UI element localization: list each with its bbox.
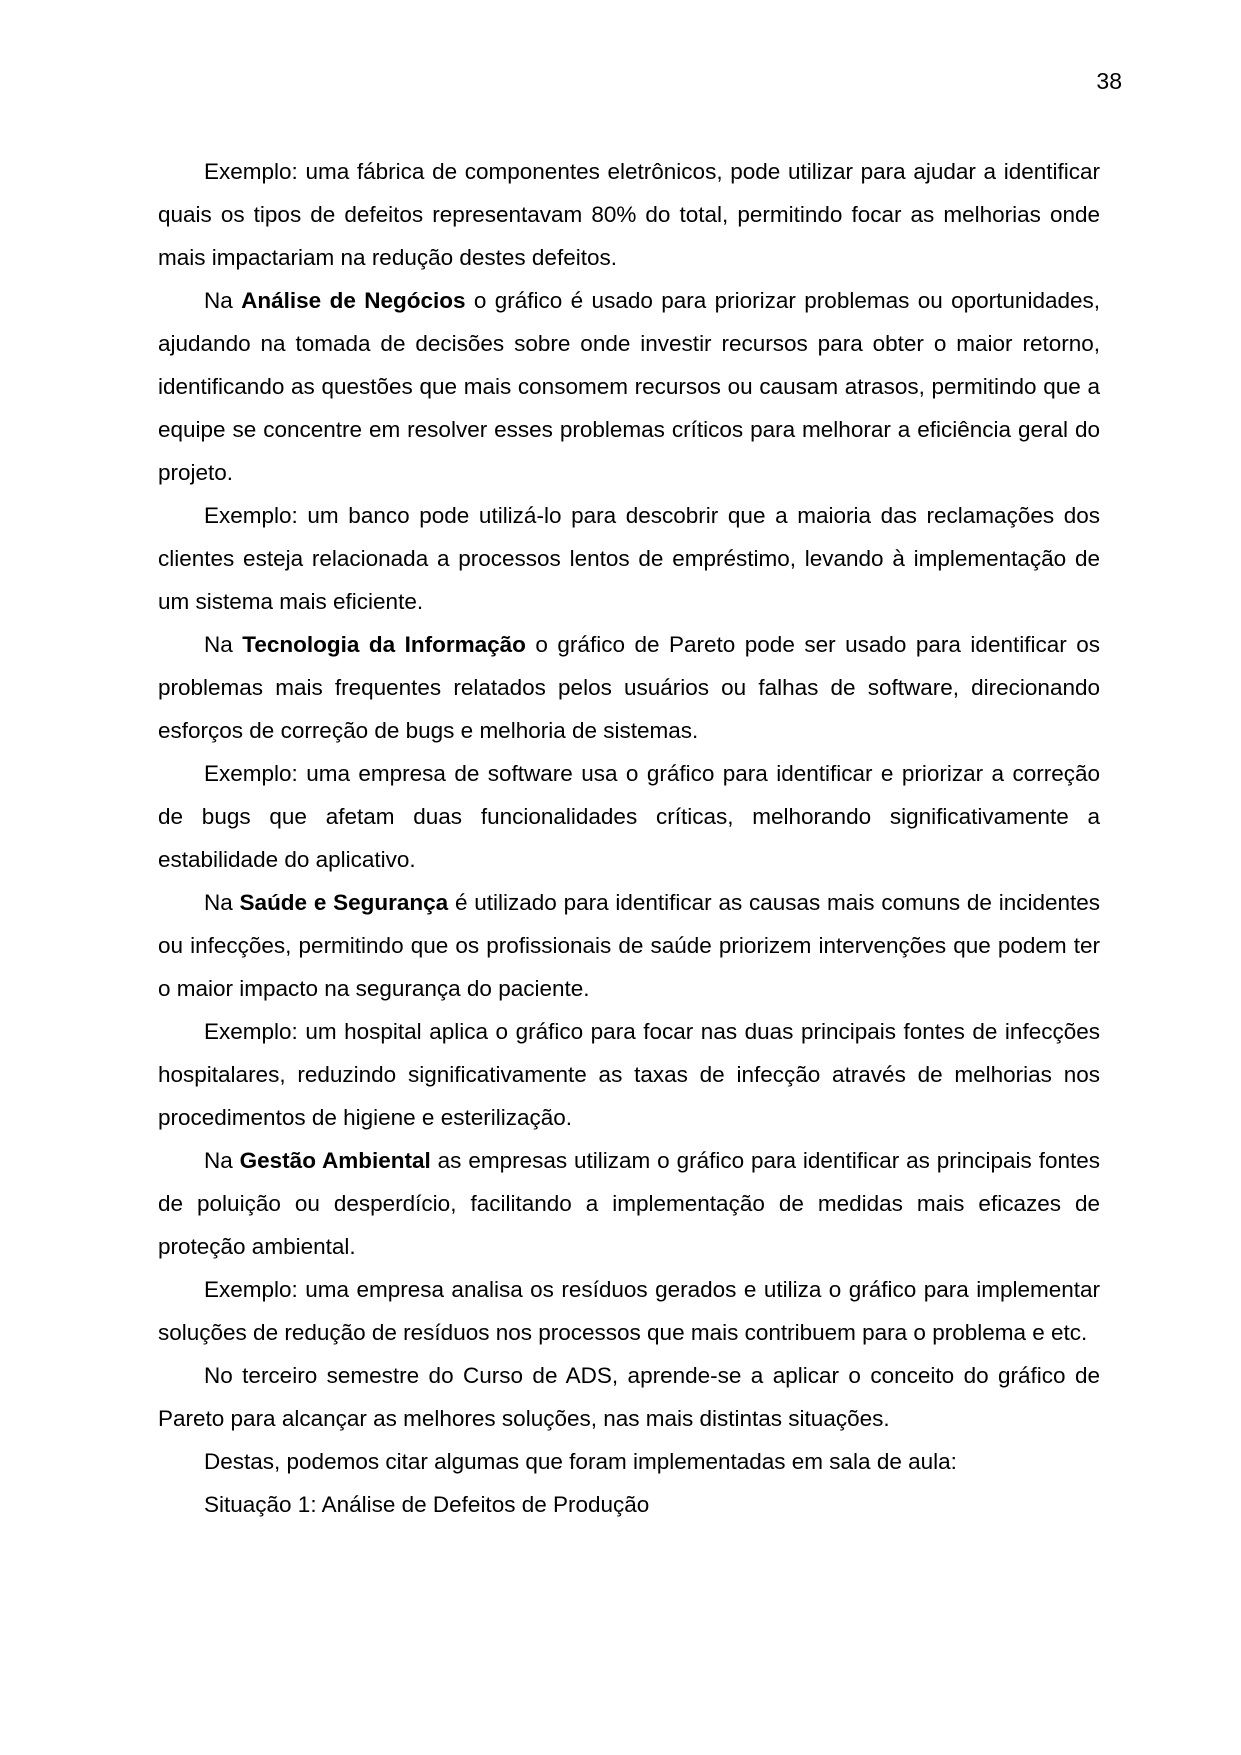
- paragraph: [158, 623, 1100, 752]
- text-run: o gráfico é usado para priorizar problemas ou oportunidades, ajudando na tomada de decisões sobre onde investir recursos para obter o maior retorno, identificando as questões que mais consomem recursos ou causam atrasos, permitindo que a equipe se concentre em resolver esses problemas críticos para melhorar a eficiência geral do projeto.: [158, 288, 1100, 485]
- text-run: as empresas utilizam o gráfico para identificar as principais fontes de poluição ou desperdício, facilitando a implementação de medidas mais eficazes de proteção ambiental.: [158, 1148, 1100, 1259]
- paragraph: [158, 150, 1100, 279]
- text-run: No terceiro semestre do Curso de ADS, aprende-se a aplicar o conceito do gráfico de Pareto para alcançar as melhores soluções, nas mais distintas situações.: [158, 1363, 1100, 1431]
- text-run: Exemplo: um hospital aplica o gráfico para focar nas duas principais fontes de infecções hospitalares, reduzindo significativamente as taxas de infecção através de melhorias nos procedimentos de higiene e esterilização.: [158, 1019, 1100, 1130]
- paragraph: [158, 1010, 1100, 1139]
- bold-text-run: Gestão Ambiental: [239, 1148, 431, 1173]
- text-run: é utilizado para identificar as causas mais comuns de incidentes ou infecções, permitindo que os profissionais de saúde priorizem intervenções que podem ter o maior impacto na segurança do paciente.: [158, 890, 1101, 1001]
- text-run: Situação 1: Análise de Defeitos de Produção: [204, 1492, 650, 1517]
- bold-text-run: Análise de Negócios: [241, 288, 466, 313]
- paragraph: [158, 1268, 1100, 1354]
- text-run: Exemplo: uma fábrica de componentes eletrônicos, pode utilizar para ajudar a identificar quais os tipos de defeitos representavam 80% do total, permitindo focar as melhorias onde mais impactariam na redução destes defeitos.: [158, 159, 1100, 270]
- paragraph: [158, 494, 1100, 623]
- text-run: Na: [204, 288, 242, 313]
- text-run: Na: [204, 1148, 240, 1173]
- paragraph: [158, 1483, 1100, 1526]
- document-body: [158, 150, 1100, 1526]
- text-run: Na: [204, 632, 243, 657]
- text-run: Exemplo: uma empresa analisa os resíduos gerados e utiliza o gráfico para implementar soluções de redução de resíduos nos processos que mais contribuem para o problema e etc.: [158, 1277, 1100, 1345]
- text-run: Destas, podemos citar algumas que foram implementadas em sala de aula:: [204, 1449, 957, 1474]
- page-number: 38: [1096, 68, 1122, 94]
- paragraph: [158, 1440, 1100, 1483]
- paragraph: [158, 1139, 1100, 1268]
- paragraph: [158, 279, 1100, 494]
- bold-text-run: Saúde e Segurança: [239, 890, 449, 915]
- bold-text-run: Tecnologia da Informação: [242, 632, 526, 657]
- paragraph: [158, 1354, 1100, 1440]
- text-run: Na: [204, 890, 240, 915]
- paragraph: [158, 752, 1100, 881]
- text-run: o gráfico de Pareto pode ser usado para identificar os problemas mais frequentes relatados pelos usuários ou falhas de software, direcionando esforços de correção de bugs e melhoria de sistemas.: [158, 632, 1100, 743]
- text-run: Exemplo: um banco pode utilizá-lo para descobrir que a maioria das reclamações dos clientes esteja relacionada a processos lentos de empréstimo, levando à implementação de um sistema mais eficiente.: [158, 503, 1100, 614]
- text-run: Exemplo: uma empresa de software usa o gráfico para identificar e priorizar a correção de bugs que afetam duas funcionalidades críticas, melhorando significativamente a estabilidade do aplicativo.: [158, 761, 1100, 872]
- paragraph: [158, 881, 1100, 1010]
